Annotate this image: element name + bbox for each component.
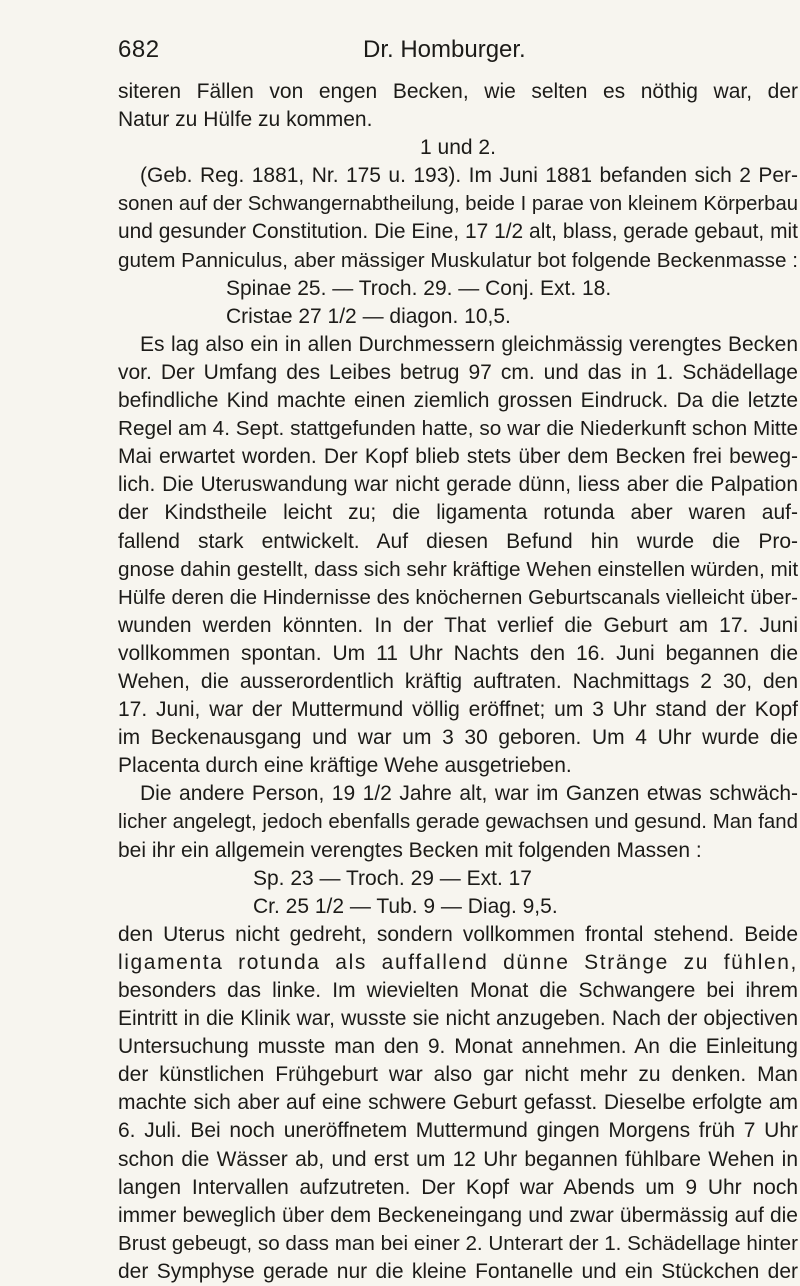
text-line: 6. Juli. Bei noch uneröffnetem Muttermund gingen Morgens früh 7 Uhr xyxy=(118,1119,798,1143)
text-line: sonen auf der Schwangernabtheilung, beide I parae von kleinem Körperbau xyxy=(118,193,798,216)
text-line: vollkommen spontan. Um 11 Uhr Nachts den 16. Juni begannen die xyxy=(118,641,798,665)
running-header xyxy=(118,36,708,66)
text-line: lich. Die Uteruswandung war nicht gerade dünn, liess aber die Palpation xyxy=(118,473,798,497)
text-line: befindliche Kind machte einen ziemlich grossen Eindruck. Da die letzte xyxy=(118,389,798,413)
text-line: Eintritt in die Klinik war, wusste sie nicht anzugeben. Nach der objectiven xyxy=(118,1007,798,1031)
text-line: Regel am 4. Sept. stattgefunden hatte, so war die Niederkunft schon Mitte xyxy=(118,417,798,441)
measurement-line: Sp. 23 — Troch. 29 — Ext. 17 xyxy=(253,866,532,890)
text-line: der künstlichen Frühgeburt war also gar nicht mehr zu denken. Man xyxy=(118,1063,798,1087)
text-line: langen Intervallen aufzutreten. Der Kopf war Abends um 9 Uhr noch xyxy=(118,1175,798,1199)
text-line: der Kindstheile leicht zu; die ligamenta rotunda aber waren auf- xyxy=(118,501,798,525)
text-line: der Symphyse gerade nur die kleine Fontanelle und ein Stückchen der xyxy=(118,1259,798,1283)
page-number: 682 xyxy=(118,36,160,63)
text-line: Wehen, die ausserordentlich kräftig auftraten. Nachmittags 2 30, den xyxy=(118,669,798,693)
text-line: 17. Juni, war der Muttermund völlig eröffnet; um 3 Uhr stand der Kopf xyxy=(118,698,798,722)
text-line: und gesunder Constitution. Die Eine, 17 1/2 alt, blass, gerade gebaut, mit xyxy=(118,220,798,244)
text-line: Mai erwartet worden. Der Kopf blieb stets über dem Becken frei beweg- xyxy=(118,445,798,469)
text-line: wunden werden könnten. In der That verlief die Geburt am 17. Juni xyxy=(118,613,798,637)
text-line: besonders das linke. Im wievielten Monat die Schwangere bei ihrem xyxy=(118,979,798,1002)
text-line: Die andere Person, 19 1/2 Jahre alt, war im Ganzen etwas schwäch- xyxy=(140,782,798,806)
text-line: schon die Wässer ab, und erst um 12 Uhr begannen fühlbare Wehen in xyxy=(118,1147,798,1171)
text-line: licher angelegt, jedoch ebenfalls gerade gewachsen und gesund. Man fand xyxy=(118,810,798,834)
text-line: immer beweglich über dem Beckeneingang und zwar übermässig auf die xyxy=(118,1203,798,1227)
measurement-line: Cristae 27 1/2 — diagon. 10,5. xyxy=(226,304,511,328)
text-line: Brust gebeugt, so dass man bei einer 2. Unterart der 1. Schädellage hinter xyxy=(118,1231,798,1255)
measurement-line: Spinae 25. — Troch. 29. — Conj. Ext. 18. xyxy=(226,276,612,300)
text-line: im Beckenausgang und war um 3 30 geboren. Um 4 Uhr wurde die xyxy=(118,726,798,750)
body-text xyxy=(118,78,798,1286)
text-line: bei ihr ein allgemein verengtes Becken mit folgenden Massen : xyxy=(118,838,702,862)
case-heading: 1 und 2. xyxy=(420,136,496,160)
running-title: Dr. Homburger. xyxy=(363,36,526,63)
text-line: siteren Fällen von engen Becken, wie selten es nöthig war, der xyxy=(118,80,798,103)
text-line: vor. Der Umfang des Leibes betrug 97 cm. und das in 1. Schädellage xyxy=(118,360,798,384)
text-line: Es lag also ein in allen Durchmessern gleichmässig verengtes Becken xyxy=(140,332,798,356)
text-line: Hülfe deren die Hindernisse des knöchernen Geburtscanals vielleicht über- xyxy=(118,585,798,609)
measurement-line: Cr. 25 1/2 — Tub. 9 — Diag. 9,5. xyxy=(253,894,558,918)
text-line: gutem Panniculus, aber mässiger Muskulatur bot folgende Beckenmasse : xyxy=(118,248,798,272)
text-line: Placenta durch eine kräftige Wehe ausgetrieben. xyxy=(118,754,572,778)
text-line: gnose dahin gestellt, dass sich sehr kräftige Wehen einstellen würden, mit xyxy=(118,557,799,581)
text-line: machte sich aber auf eine schwere Geburt gefasst. Dieselbe erfolgte am xyxy=(118,1091,798,1115)
text-line: ligamenta rotunda als auffallend dünne Stränge zu fühlen, xyxy=(118,950,798,974)
text-line: Untersuchung musste man den 9. Monat annehmen. An die Einleitung xyxy=(118,1035,798,1059)
text-line: fallend stark entwickelt. Auf diesen Befund hin wurde die Pro- xyxy=(118,529,798,553)
text-line: Natur zu Hülfe zu kommen. xyxy=(118,108,373,132)
text-line: den Uterus nicht gedreht, sondern vollkommen frontal stehend. Beide xyxy=(118,922,798,946)
text-line: (Geb. Reg. 1881, Nr. 175 u. 193). Im Juni 1881 befanden sich 2 Per- xyxy=(140,164,798,188)
